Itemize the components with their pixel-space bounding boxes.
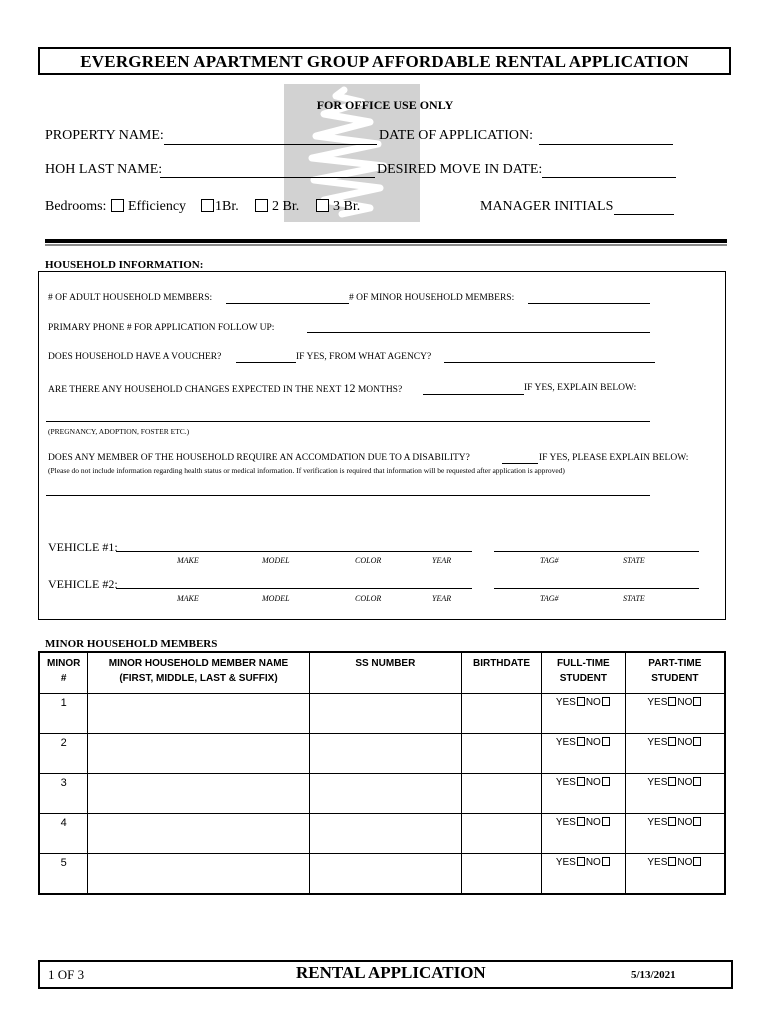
yes-checkbox[interactable]	[577, 737, 585, 746]
no-label: NO	[585, 737, 601, 748]
no-checkbox[interactable]	[693, 777, 701, 786]
vehicle-2-make-label: MAKE	[177, 594, 199, 603]
vehicle-1-state-label: STATE	[623, 556, 645, 565]
fulltime-student-cell	[541, 694, 625, 734]
col-ss-number: SS NUMBER	[309, 652, 461, 694]
no-checkbox[interactable]	[693, 857, 701, 866]
yes-label: YES	[647, 777, 668, 788]
bedrooms-label: Bedrooms:	[45, 199, 107, 214]
no-checkbox[interactable]	[693, 737, 701, 746]
no-label: NO	[677, 817, 693, 828]
no-checkbox[interactable]	[602, 777, 610, 786]
yes-checkbox[interactable]	[577, 817, 585, 826]
no-label: NO	[585, 777, 601, 788]
primary-phone-field[interactable]	[307, 332, 650, 333]
bedroom-option-2br[interactable]: 2 Br.	[255, 199, 299, 215]
primary-phone-label: PRIMARY PHONE # FOR APPLICATION FOLLOW UP:	[48, 323, 275, 333]
table-row	[39, 734, 725, 774]
no-checkbox[interactable]	[602, 697, 610, 706]
bedroom-option-1br[interactable]: 1Br.	[201, 199, 239, 215]
col-birthdate: BIRTHDATE	[462, 652, 542, 694]
ss-number-cell[interactable]	[309, 774, 461, 814]
section-divider	[45, 239, 727, 243]
parttime-student-cell	[625, 694, 725, 734]
household-info-heading: HOUSEHOLD INFORMATION:	[45, 259, 204, 271]
col-fulltime-student: FULL-TIME STUDENT	[541, 652, 625, 694]
household-changes-explain-label: IF YES, EXPLAIN BELOW:	[524, 383, 637, 393]
checkbox[interactable]	[111, 199, 124, 212]
vehicle-2-tag-label: TAG#	[540, 594, 559, 603]
row-number: 1	[39, 694, 88, 734]
col-member-name: MINOR HOUSEHOLD MEMBER NAME (FIRST, MIDDLE, LAST & SUFFIX)	[88, 652, 309, 694]
footer-title: RENTAL APPLICATION	[296, 963, 486, 982]
yes-label: YES	[647, 737, 668, 748]
fulltime-student-cell	[541, 854, 625, 895]
household-changes-label: ARE THERE ANY HOUSEHOLD CHANGES EXPECTED IN THE NEXT 12 MONTHS?	[48, 381, 403, 395]
hoh-last-name-field[interactable]	[160, 177, 375, 178]
no-checkbox[interactable]	[602, 737, 610, 746]
checkbox[interactable]	[201, 199, 214, 212]
no-label: NO	[585, 697, 601, 708]
pregnancy-note: (PREGNANCY, ADOPTION, FOSTER ETC.)	[48, 427, 190, 436]
no-checkbox[interactable]	[602, 857, 610, 866]
yes-checkbox[interactable]	[577, 857, 585, 866]
minor-members-field[interactable]	[528, 303, 650, 304]
birthdate-cell[interactable]	[462, 734, 542, 774]
row-number: 3	[39, 774, 88, 814]
disability-field[interactable]	[502, 463, 538, 464]
fulltime-student-cell	[541, 814, 625, 854]
col-minor-number: MINOR #	[39, 652, 88, 694]
parttime-student-cell	[625, 814, 725, 854]
table-row	[39, 814, 725, 854]
footer-date: 5/13/2021	[631, 969, 676, 981]
disability-explain-field[interactable]	[46, 495, 650, 496]
yes-label: YES	[647, 817, 668, 828]
manager-initials-label: MANAGER INITIALS	[480, 199, 614, 214]
yes-checkbox[interactable]	[668, 857, 676, 866]
no-checkbox[interactable]	[602, 817, 610, 826]
no-label: NO	[677, 697, 693, 708]
parttime-student-cell	[625, 854, 725, 895]
vehicle-2-model-label: MODEL	[262, 594, 290, 603]
adult-members-label: # OF ADULT HOUSEHOLD MEMBERS:	[48, 293, 213, 303]
disability-explain-label: IF YES, PLEASE EXPLAIN BELOW:	[539, 453, 689, 463]
birthdate-cell[interactable]	[462, 814, 542, 854]
ss-number-cell[interactable]	[309, 814, 461, 854]
yes-checkbox[interactable]	[668, 697, 676, 706]
bedroom-option-3br[interactable]: 3 Br.	[316, 199, 360, 215]
minor-members-label: # OF MINOR HOUSEHOLD MEMBERS:	[349, 293, 515, 303]
birthdate-cell[interactable]	[462, 694, 542, 734]
voucher-agency-label: IF YES, FROM WHAT AGENCY?	[296, 352, 432, 362]
no-label: NO	[585, 817, 601, 828]
minor-members-heading: MINOR HOUSEHOLD MEMBERS	[45, 638, 218, 650]
vehicle-2-color-label: COLOR	[355, 594, 382, 603]
row-number: 4	[39, 814, 88, 854]
office-use-heading: FOR OFFICE USE ONLY	[316, 98, 454, 112]
row-number: 5	[39, 854, 88, 895]
date-of-application-label: DATE OF APPLICATION:	[379, 128, 534, 143]
member-name-cell[interactable]	[88, 814, 309, 854]
yes-label: YES	[555, 817, 576, 828]
voucher-agency-field[interactable]	[444, 362, 655, 363]
vehicle-1-label: VEHICLE #1:	[48, 540, 118, 554]
household-changes-field[interactable]	[423, 394, 524, 395]
no-label: NO	[677, 737, 693, 748]
yes-checkbox[interactable]	[577, 697, 585, 706]
no-label: NO	[677, 777, 693, 788]
section-divider-shadow	[45, 244, 727, 246]
page-number: 1 OF 3	[48, 967, 85, 982]
adult-members-field[interactable]	[226, 303, 349, 304]
no-checkbox[interactable]	[693, 817, 701, 826]
vehicle-2-label: VEHICLE #2:	[48, 577, 118, 591]
table-header-row	[39, 652, 725, 694]
yes-label: YES	[555, 777, 576, 788]
no-label: NO	[677, 857, 693, 868]
member-name-cell[interactable]	[88, 734, 309, 774]
birthdate-cell[interactable]	[462, 774, 542, 814]
voucher-field[interactable]	[236, 362, 296, 363]
col-parttime-student: PART-TIME STUDENT	[625, 652, 725, 694]
fulltime-student-cell	[541, 774, 625, 814]
no-checkbox[interactable]	[693, 697, 701, 706]
member-name-cell[interactable]	[88, 774, 309, 814]
checkbox[interactable]	[316, 199, 329, 212]
checkbox[interactable]	[255, 199, 268, 212]
parttime-student-cell	[625, 734, 725, 774]
vehicle-1-field[interactable]	[116, 551, 472, 552]
yes-label: YES	[555, 737, 576, 748]
property-name-label: PROPERTY NAME:	[45, 128, 164, 143]
table-row	[39, 854, 725, 895]
yes-label: YES	[647, 857, 668, 868]
no-label: NO	[585, 857, 601, 868]
yes-checkbox[interactable]	[668, 777, 676, 786]
minor-members-table	[38, 651, 726, 895]
yes-label: YES	[555, 697, 576, 708]
yes-label: YES	[555, 857, 576, 868]
birthdate-cell[interactable]	[462, 854, 542, 895]
vehicle-1-make-label: MAKE	[177, 556, 199, 565]
ss-number-cell[interactable]	[309, 734, 461, 774]
document-title: EVERGREEN APARTMENT GROUP AFFORDABLE RENTAL APPLICATION	[38, 47, 731, 75]
yes-label: YES	[647, 697, 668, 708]
desired-move-in-label: DESIRED MOVE IN DATE:	[377, 162, 543, 177]
vehicle-1-tag-label: TAG#	[540, 556, 559, 565]
yes-checkbox[interactable]	[668, 817, 676, 826]
ss-number-cell[interactable]	[309, 854, 461, 895]
yes-checkbox[interactable]	[577, 777, 585, 786]
hoh-last-name-label: HOH LAST NAME:	[45, 162, 163, 177]
parttime-student-cell	[625, 774, 725, 814]
property-name-field[interactable]	[164, 144, 377, 145]
table-row	[39, 694, 725, 734]
fulltime-student-cell	[541, 734, 625, 774]
member-name-cell[interactable]	[88, 694, 309, 734]
member-name-cell[interactable]	[88, 854, 309, 895]
table-row	[39, 774, 725, 814]
voucher-label: DOES HOUSEHOLD HAVE A VOUCHER?	[48, 352, 222, 362]
vehicle-1-color-label: COLOR	[355, 556, 382, 565]
desired-move-in-field[interactable]	[542, 177, 676, 178]
vehicle-1-tag-field[interactable]	[494, 551, 699, 552]
bedroom-option-efficiency[interactable]: Efficiency	[111, 199, 186, 215]
date-of-application-field[interactable]	[539, 144, 673, 145]
vehicle-2-tag-field[interactable]	[494, 588, 699, 589]
yes-checkbox[interactable]	[668, 737, 676, 746]
ss-number-cell[interactable]	[309, 694, 461, 734]
row-number: 2	[39, 734, 88, 774]
vehicle-1-year-label: YEAR	[432, 556, 452, 565]
vehicle-1-model-label: MODEL	[262, 556, 290, 565]
disability-label: DOES ANY MEMBER OF THE HOUSEHOLD REQUIRE AN ACCOMDATION DUE TO A DISABILITY?	[48, 453, 470, 463]
manager-initials-field[interactable]	[614, 214, 674, 215]
vehicle-2-year-label: YEAR	[432, 594, 452, 603]
vehicle-2-field[interactable]	[116, 588, 472, 589]
household-changes-explain-field[interactable]	[46, 421, 650, 422]
disability-note: (Please do not include information regarding health status or medical information. If verification is required that information will be requested after application is approved)	[48, 466, 565, 475]
vehicle-2-state-label: STATE	[623, 594, 645, 603]
